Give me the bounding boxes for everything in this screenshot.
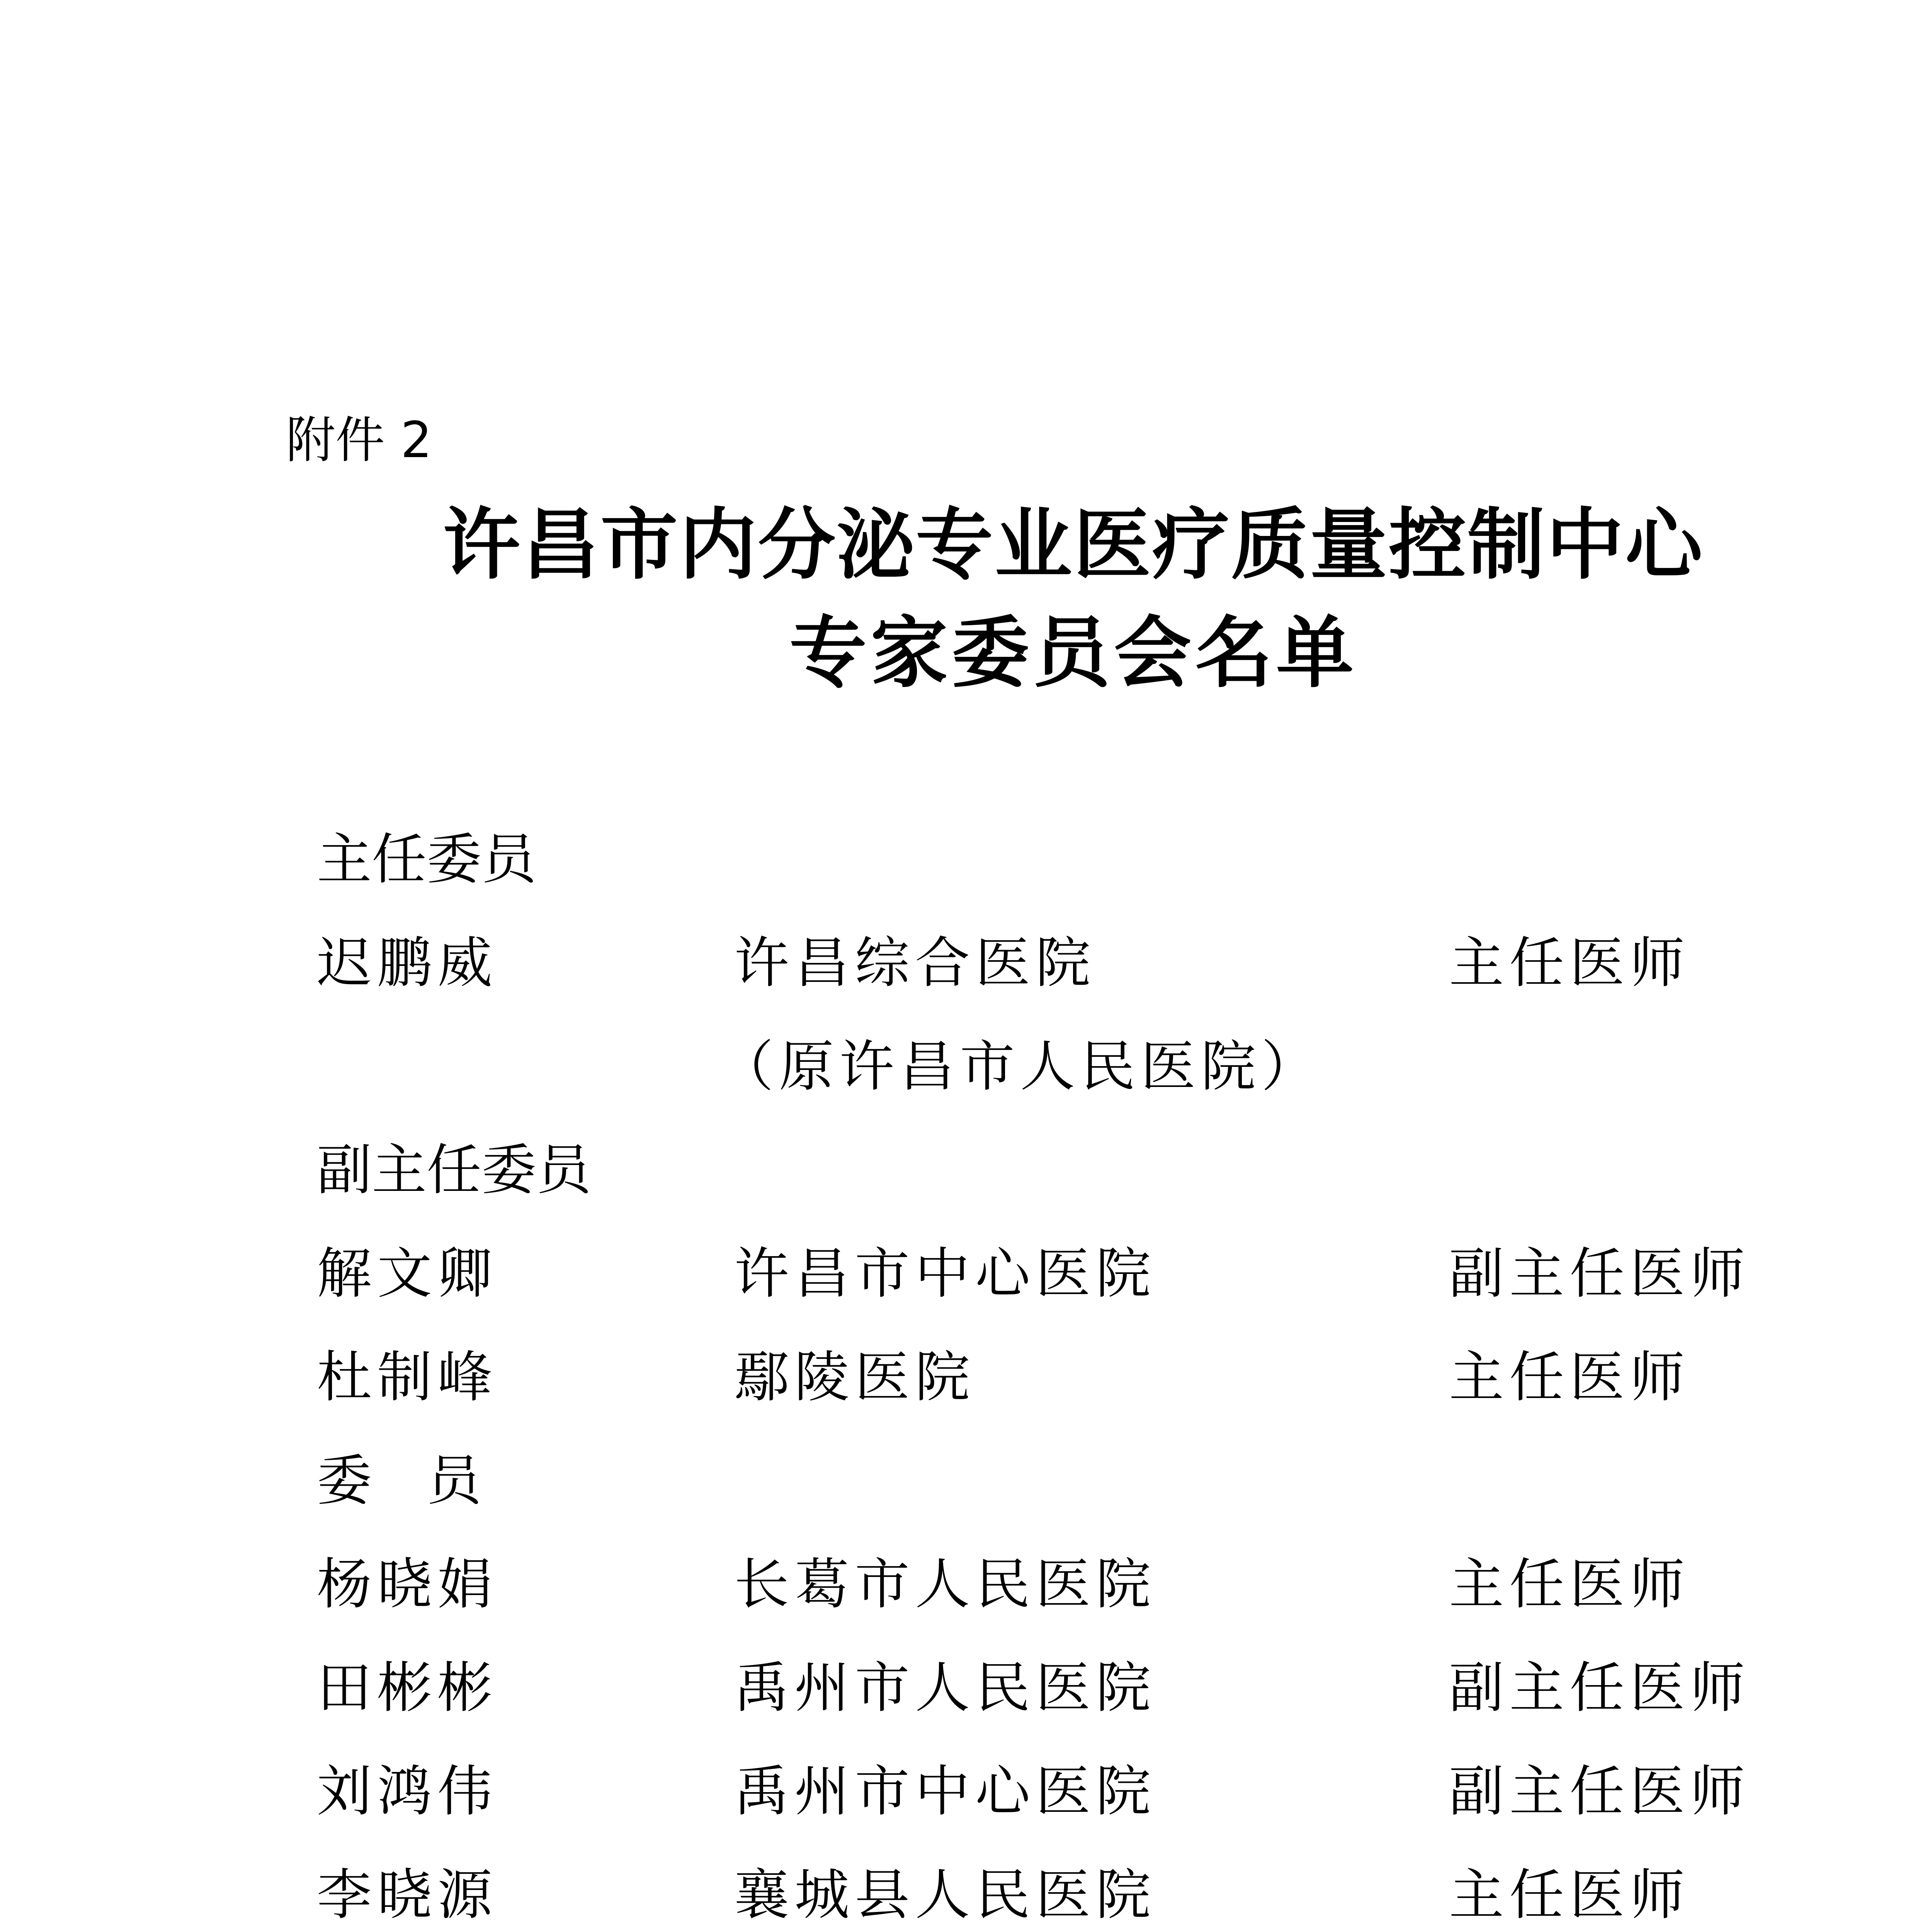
member-hospital-note: （原许昌市人民医院） — [719, 1035, 1321, 1099]
document-title-line-2: 专家委员会名单 — [789, 607, 1357, 698]
member-row — [0, 1241, 1932, 1318]
section-heading-chair: 主任委员 — [317, 828, 536, 891]
member-hospital: 襄城县人民医院 — [734, 1863, 1156, 1927]
member-name: 杨晓娟 — [317, 1553, 498, 1616]
member-name: 刘鸿伟 — [317, 1760, 498, 1823]
member-row — [0, 1862, 1932, 1932]
member-hospital: 许昌综合医院 — [734, 931, 1096, 995]
member-row — [0, 930, 1932, 1008]
member-row — [0, 1345, 1932, 1422]
member-title: 副主任医师 — [1449, 1760, 1750, 1823]
member-title: 主任医师 — [1449, 1345, 1690, 1409]
member-hospital: 禹州市中心医院 — [734, 1760, 1156, 1823]
member-title: 副主任医师 — [1449, 1656, 1750, 1720]
member-hospital: 许昌市中心医院 — [734, 1242, 1156, 1306]
member-hospital: 禹州市人民医院 — [734, 1656, 1156, 1720]
member-row — [0, 1759, 1932, 1836]
member-name: 田彬彬 — [317, 1656, 498, 1720]
section-heading-members: 委 员 — [317, 1449, 481, 1513]
member-hospital: 鄢陵医院 — [734, 1345, 975, 1409]
member-name: 杜制峰 — [317, 1345, 498, 1409]
attachment-label: 附件 2 — [286, 412, 432, 469]
member-hospital: 长葛市人民医院 — [734, 1553, 1156, 1616]
member-title: 主任医师 — [1449, 1553, 1690, 1616]
member-title: 主任医师 — [1449, 931, 1690, 995]
document-title-line-1: 许昌市内分泌专业医疗质量控制中心 — [442, 499, 1704, 590]
member-row — [0, 1655, 1932, 1733]
member-row — [0, 1552, 1932, 1629]
member-name: 李晓源 — [317, 1863, 498, 1927]
section-heading-vice-chair: 副主任委员 — [317, 1138, 591, 1202]
member-name: 迟鹏威 — [317, 931, 498, 995]
member-title: 副主任医师 — [1449, 1242, 1750, 1306]
member-title: 主任医师 — [1449, 1863, 1690, 1927]
member-name: 解文卿 — [317, 1242, 498, 1306]
